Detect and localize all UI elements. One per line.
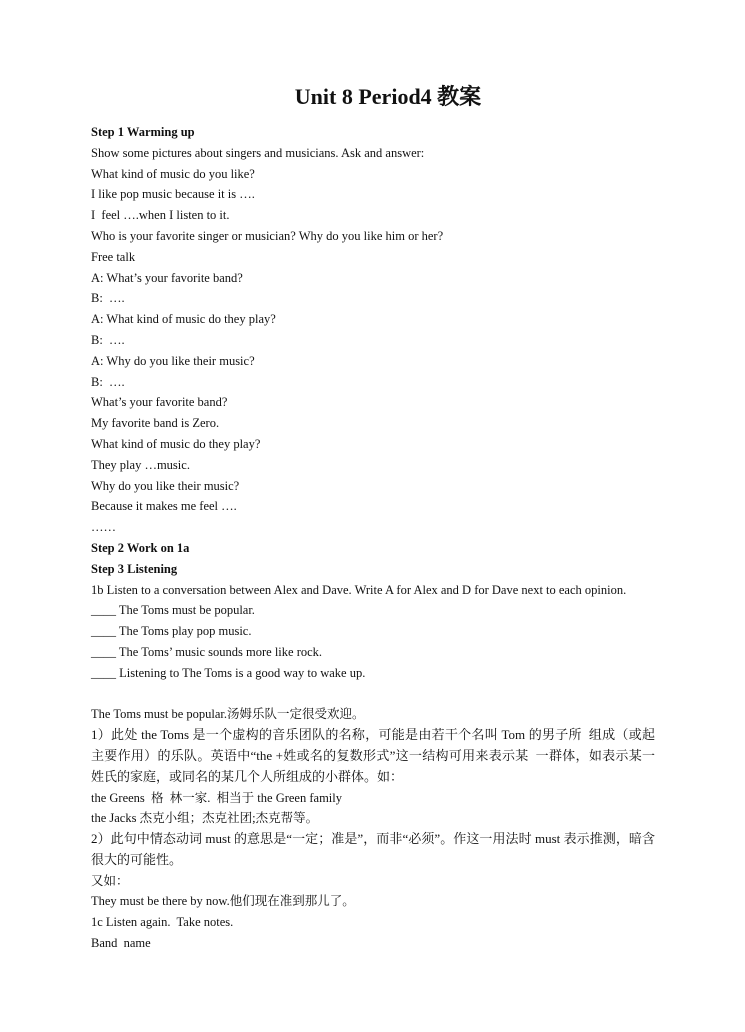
- text-line: B: ….: [91, 374, 125, 389]
- text-line: What kind of music do they play?: [91, 436, 261, 451]
- text-line: What kind of music do you like?: [91, 166, 255, 181]
- text-line: ……: [91, 520, 116, 535]
- text-line: 1c Listen again. Take notes.: [91, 915, 234, 930]
- text-line: 2）此句中情态动词 must 的意思是“一定；准是”，而非“必须”。作这一用法时 must 表示推测，暗含很大的可能性。: [91, 831, 655, 867]
- blank-line: [91, 684, 655, 705]
- document-page: [91, 82, 655, 954]
- text-line: My favorite band is Zero.: [91, 416, 220, 431]
- text-line: ____ The Toms play pop music.: [91, 624, 252, 639]
- document-title: Unit 8 Period4 教案: [294, 84, 482, 109]
- text-line: A: What kind of music do they play?: [91, 312, 276, 327]
- text-line: 又如：: [91, 873, 129, 888]
- text-line: 1）此处 the Toms 是一个虚构的音乐团队的名称，可能是由若干个名叫 Tom 的男子所 组成（或起主要作用）的乐队。英语中“the +姓或名的复数形式”这一结构可用来表示某 一群体，如表示某一姓氏的家庭，或同名的某几个人所组成的小群体。如：: [91, 727, 655, 784]
- text-line: the Greens 格 林一家. 相当于 the Green family: [91, 790, 342, 805]
- text-line: I feel ….when I listen to it.: [91, 208, 230, 223]
- document-body: [91, 122, 655, 954]
- text-line: Who is your favorite singer or musician? Why do you like him or her?: [91, 228, 444, 243]
- section-heading: Step 2 Work on 1a: [91, 540, 190, 555]
- text-line: Show some pictures about singers and musicians. Ask and answer:: [91, 145, 425, 160]
- text-line: Why do you like their music?: [91, 478, 240, 493]
- text-line: The Toms must be popular.汤姆乐队一定很受欢迎。: [91, 707, 365, 722]
- text-line: What’s your favorite band?: [91, 395, 228, 410]
- text-line: B: ….: [91, 291, 125, 306]
- text-line: A: Why do you like their music?: [91, 353, 255, 368]
- section-heading: Step 3 Listening: [91, 561, 178, 576]
- text-line: ____ Listening to The Toms is a good way to wake up.: [91, 665, 366, 680]
- text-line: A: What’s your favorite band?: [91, 270, 243, 285]
- text-line: They must be there by now.他们现在准到那儿了。: [91, 894, 355, 909]
- text-line: ____ The Toms must be popular.: [91, 603, 255, 618]
- text-line: the Jacks 杰克小组；杰克社团;杰克帮等。: [91, 811, 319, 826]
- text-line: Free talk: [91, 249, 136, 264]
- text-line: 1b Listen to a conversation between Alex and Dave. Write A for Alex and D for Dave next to each opinion.: [91, 582, 627, 597]
- text-line: Because it makes me feel ….: [91, 499, 237, 514]
- text-line: Band name: [91, 936, 151, 951]
- text-line: B: ….: [91, 332, 125, 347]
- text-line: I like pop music because it is ….: [91, 187, 255, 202]
- text-line: ____ The Toms’ music sounds more like rock.: [91, 644, 323, 659]
- text-line: They play …music.: [91, 457, 190, 472]
- section-heading: Step 1 Warming up: [91, 125, 195, 139]
